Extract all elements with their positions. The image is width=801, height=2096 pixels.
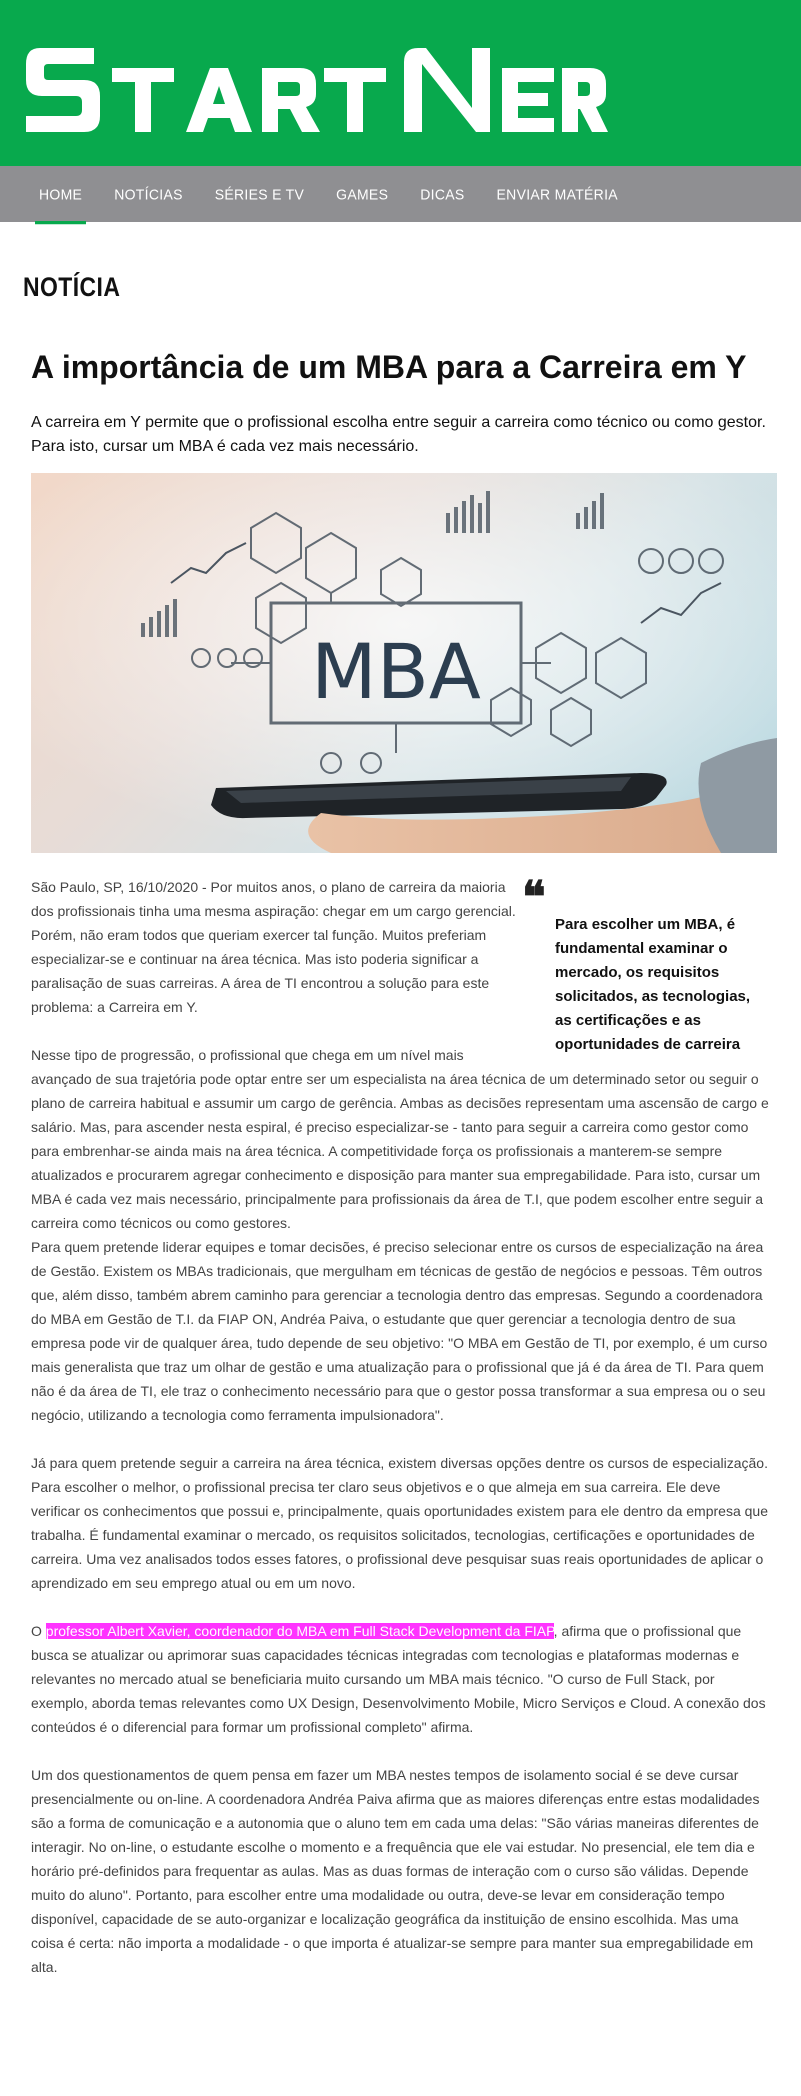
paragraph-5 — [31, 1619, 770, 1739]
paragraph-6: Um dos questionamentos de quem pensa em fazer um MBA nestes tempos de isolamento social é se deve cursar presencialmente ou on-line. A coordenadora Andréa Paiva afirma que as maiores diferenças entre estas modalidades são a forma de comunicação e a autonomia que o aluno tem em cada uma delas: "São várias maneiras diferentes de interagir. No on-line, o estudante escolhe o momento e a frequência que ele vai estudar. No presencial, ele tem dia e horário pré-definidos para frequentar as aulas. Mas as duas formas de interação com o curso são válidas. Depende muito do aluno". Portanto, para escolher entre uma modalidade ou outra, deve-se levar em consideração tempo disponível, capacidade de se auto-organizar e localização geográfica da instituição de ensino escolhida. Mas uma coisa é certa: não importa a modalidade - o que importa é atualizar-se sempre para manter sua empregabilidade em alta. — [31, 1767, 760, 1975]
paragraph-5-pre: O — [31, 1623, 46, 1639]
pull-quote — [522, 872, 770, 1057]
article-lead: A carreira em Y permite que o profissional escolha entre seguir a carreira como técnico ou como gestor. Para isto, cursar um MBA é cada vez mais necessário. — [31, 414, 766, 455]
nav-games[interactable]: GAMES — [336, 185, 389, 203]
paragraph-4: Já para quem pretende seguir a carreira na área técnica, existem diversas opções dentre os cursos de especialização. Para escolher o melhor, o profissional precisa ter claro seus objetivos e o que almeja em sua carreira. Ele deve verificar os conhecimentos que possui e, principalmente, quais oportunidades existem para ele dentro da empresa que trabalha. É fundamental examinar o mercado, os requisitos solicitados, tecnologias, certificações e oportunidades de carreira. Uma vez analisados todos esses fatores, o profissional deve pesquisar suas reais oportunidades de aplicar o aprendizado em seu emprego atual ou em um novo. — [31, 1455, 768, 1591]
article-body — [31, 872, 770, 1979]
professor-link[interactable]: professor Albert Xavier, coordenador do MBA em Full Stack Development da FIAP — [45, 1623, 554, 1639]
paragraph-5-post: , afirma que o profissional que busca se atualizar ou aprimorar suas capacidades técnicas integradas com tecnologias e plataformas modernas e relevantes no mercado atual se beneficiaria muito cursando um MBA mais técnico. "O curso de Full Stack, por exemplo, aborda temas relevantes como UX Design, Desenvolvimento Mobile, Micro Serviços e Cloud. A conexão dos conteúdos é o diferencial para formar um profissional completo" afirma. — [31, 1623, 766, 1735]
nav-series-tv[interactable]: SÉRIES E TV — [214, 185, 305, 203]
hero-image — [31, 473, 777, 853]
quote-icon: ❝ — [522, 872, 546, 923]
nav-enviar-materia[interactable]: ENVIAR MATÉRIA — [496, 185, 618, 203]
mba-hero-text: MBA — [311, 627, 481, 716]
paragraph-3: Para quem pretende liderar equipes e tomar decisões, é preciso selecionar entre os cursos de especialização na área de Gestão. Existem os MBAs tradicionais, que mergulham em técnicas de gestão de negócios e pessoas. Têm outros que, além disso, também abrem caminho para gerenciar a tecnologia dentro das empresas. Segundo a coordenadora do MBA em Gestão de T.I. da FIAP ON, Andréa Paiva, o estudante que quer gerenciar a tecnologia dentro de sua empresa pode vir de qualquer área, tudo depende de seu objetivo: "O MBA em Gestão de TI, por exemplo, é um curso mais generalista que traz um olhar de gestão e uma atualização para o profissional que já é da área de TI. Para quem não é da área de TI, ele traz o conhecimento necessário para que o gestor possa transformar a sua empresa ou o seu negócio, utilizando a tecnologia como ferramenta impulsionadora". — [31, 1239, 768, 1423]
article — [0, 347, 801, 1979]
nav-home[interactable]: HOME — [23, 164, 98, 224]
nav-dicas[interactable]: DICAS — [420, 185, 465, 203]
startnerd-logo[interactable] — [24, 40, 614, 140]
section-title: NOTÍCIA — [23, 272, 121, 302]
paragraph-2: Nesse tipo de progressão, o profissional que chega em um nível mais avançado de sua trajetória pode optar entre ser um especialista na área técnica de um determinado setor ou seguir o plano de carreira habitual e assumir um cargo de gerência. Ambas as decisões representam uma ascensão de cargo e salário. Mas, para ascender nesta espiral, é preciso especializar-se - tanto para seguir a carreira como gestor como para embrenhar-se ainda mais na área técnica. A competitividade força os profissionais a manterem-se sempre atualizados e procurarem agregar conhecimento e disposição para manter sua empregabilidade. Para isto, cursar um MBA é cada vez mais necessário, principalmente para profissionais da área de T.I, que podem escolher entre seguir a carreira como técnicos ou como gestores. — [31, 1047, 769, 1231]
main-nav — [0, 166, 801, 222]
pull-quote-text: Para escolher um MBA, é fundamental examinar o mercado, os requisitos solicitados, as tecnologias, as certificações e as oportunidades de carreira — [555, 916, 751, 1053]
mba-illustration — [31, 473, 777, 853]
dateline: São Paulo, SP, 16/10/2020 - — [31, 879, 207, 895]
paragraph-1-text: Por muitos anos, o plano de carreira da maioria dos profissionais tinha uma mesma aspiração: chegar em um cargo gerencial. Porém, não eram todos que queriam exercer tal função. Muitos preferiam especializar-se e continuar na área técnica. Mas isto poderia significar a paralisação de suas carreiras. A área de TI encontrou a solução para este problema: a Carreira em Y. — [31, 879, 516, 1015]
nav-noticias[interactable]: NOTÍCIAS — [114, 185, 183, 203]
site-header — [0, 0, 801, 166]
article-headline: A importância de um MBA para a Carreira em Y — [31, 349, 747, 385]
